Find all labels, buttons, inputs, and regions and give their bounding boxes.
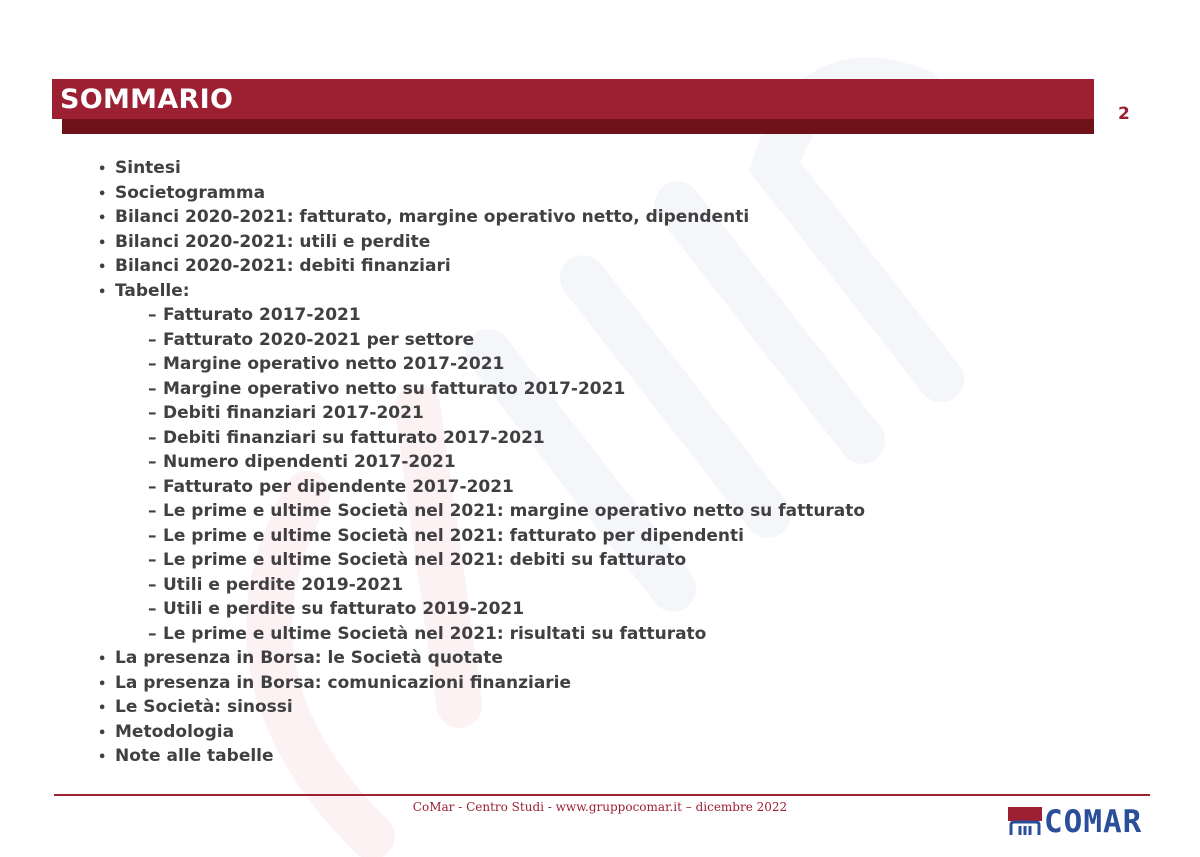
bullet-marker: • <box>98 652 107 667</box>
dash-marker: – <box>148 574 157 595</box>
toc-item <box>98 646 865 671</box>
toc-item-label: La presenza in Borsa: comunicazioni finanziarie <box>115 672 572 693</box>
comar-logo <box>1008 802 1144 842</box>
toc-subitem <box>98 426 865 451</box>
toc-item-label: Tabelle: <box>115 280 190 301</box>
dash-marker: – <box>148 599 157 619</box>
toc-subitem <box>98 328 865 353</box>
dash-marker: – <box>148 525 157 546</box>
bullet-marker: • <box>98 260 107 275</box>
toc-item-label: Fatturato per dipendente 2017-2021 <box>163 476 514 497</box>
toc-item <box>98 254 865 279</box>
toc-subitem <box>98 548 865 573</box>
toc-item-label: Societogramma <box>115 182 266 203</box>
title-bar <box>52 79 1094 119</box>
dash-marker: – <box>148 427 157 448</box>
bullet-marker: • <box>98 211 107 226</box>
toc-subitem <box>98 303 865 328</box>
toc-item-label: Numero dipendenti 2017-2021 <box>163 452 456 472</box>
toc-item-label: Bilanci 2020-2021: utili e perdite <box>115 231 431 252</box>
toc-item <box>98 744 865 769</box>
bullet-marker: • <box>98 750 107 765</box>
toc-item-label: Le prime e ultime Società nel 2021: margine operativo netto su fatturato <box>163 501 866 521</box>
toc-item-label: Le Società: sinossi <box>115 697 293 717</box>
footer-text: CoMar - Centro Studi - www.gruppocomar.it – dicembre 2022 <box>412 800 788 814</box>
toc-subitem <box>98 401 865 426</box>
dash-marker: – <box>148 403 157 423</box>
toc-item-label: Le prime e ultime Società nel 2021: debiti su fatturato <box>163 550 687 570</box>
dash-marker: – <box>148 305 157 325</box>
toc-item <box>98 671 865 696</box>
toc-item-label: Le prime e ultime Società nel 2021: risultati su fatturato <box>163 623 707 644</box>
dash-marker: – <box>148 329 157 350</box>
toc-item-label: Metodologia <box>115 721 235 742</box>
toc-item <box>98 156 865 181</box>
table-of-contents <box>98 156 865 769</box>
bullet-marker: • <box>98 676 107 692</box>
toc-item <box>98 279 865 304</box>
toc-item-label: Sintesi <box>115 158 181 178</box>
toc-subitem <box>98 475 865 500</box>
toc-item-label: Fatturato 2017-2021 <box>163 305 361 325</box>
toc-item-label: Debiti finanziari su fatturato 2017-2021 <box>163 427 545 448</box>
dash-marker: – <box>148 550 157 570</box>
bullet-marker: • <box>98 162 107 177</box>
bullet-marker: • <box>98 701 107 716</box>
comar-logo-mark-icon <box>1008 805 1042 839</box>
toc-subitem <box>98 450 865 475</box>
toc-subitem <box>98 377 865 402</box>
footer-divider <box>54 794 1150 796</box>
toc-item <box>98 181 865 206</box>
toc-subitem <box>98 352 865 377</box>
dash-marker: – <box>148 378 157 399</box>
toc-item <box>98 230 865 255</box>
dash-marker: – <box>148 623 157 644</box>
toc-item-label: La presenza in Borsa: le Società quotate <box>115 648 503 668</box>
page-title: SOMMARIO <box>60 83 234 115</box>
toc-item-label: Bilanci 2020-2021: debiti finanziari <box>115 256 451 276</box>
toc-item-label: Le prime e ultime Società nel 2021: fatturato per dipendenti <box>163 525 744 546</box>
toc-item-label: Debiti finanziari 2017-2021 <box>163 403 424 423</box>
bullet-marker: • <box>98 235 107 251</box>
dash-marker: – <box>148 476 157 497</box>
toc-subitem <box>98 573 865 598</box>
dash-marker: – <box>148 452 157 472</box>
toc-item-label: Bilanci 2020-2021: fatturato, margine operativo netto, dipendenti <box>115 207 750 227</box>
toc-subitem <box>98 499 865 524</box>
toc-item-label: Fatturato 2020-2021 per settore <box>163 329 475 350</box>
toc-item-label: Utili e perdite 2019-2021 <box>163 574 404 595</box>
bullet-marker: • <box>98 186 107 202</box>
toc-item-label: Margine operativo netto su fatturato 2017-2021 <box>163 378 626 399</box>
toc-item <box>98 695 865 720</box>
page-number: 2 <box>1118 104 1130 124</box>
toc-item-label: Note alle tabelle <box>115 746 274 766</box>
toc-subitem <box>98 524 865 549</box>
toc-subitem <box>98 597 865 622</box>
dash-marker: – <box>148 354 157 374</box>
dash-marker: – <box>148 501 157 521</box>
bullet-marker: • <box>98 284 107 300</box>
toc-item-label: Utili e perdite su fatturato 2019-2021 <box>163 599 525 619</box>
toc-item <box>98 205 865 230</box>
toc-subitem <box>98 622 865 647</box>
comar-logo-text: COMAR <box>1044 804 1143 840</box>
bullet-marker: • <box>98 725 107 741</box>
toc-item <box>98 720 865 745</box>
toc-item-label: Margine operativo netto 2017-2021 <box>163 354 505 374</box>
